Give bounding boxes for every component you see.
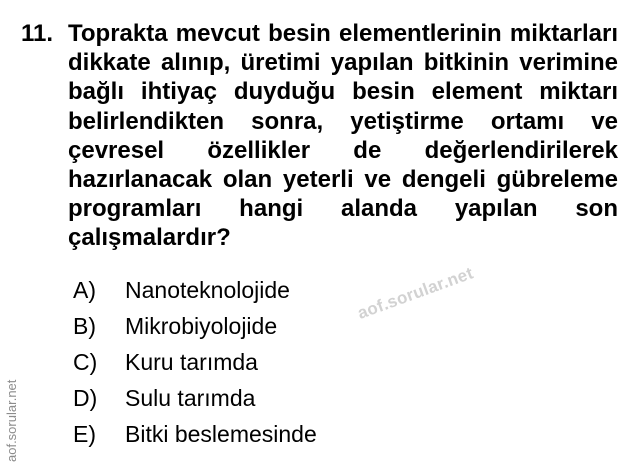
- option-text: Nanoteknolojide: [125, 277, 290, 303]
- option-text: Sulu tarımda: [125, 385, 256, 411]
- question-number: 11.: [21, 20, 54, 47]
- option-text: Kuru tarımda: [125, 349, 258, 375]
- option-d[interactable]: [73, 380, 317, 416]
- watermark-center: aof.sorular.net: [355, 263, 476, 323]
- option-letter: A): [73, 277, 96, 303]
- option-letter: D): [73, 385, 98, 411]
- option-text: Bitki beslemesinde: [125, 421, 317, 447]
- question-text: Toprakta mevcut besin elementlerinin miktarları dikkate alınıp, üretimi yapılan bitkinin verimine bağlı ihtiyaç duyduğu besin element miktarı belirlendikten sonra, yetiştirme ortamı ve çevresel özellikler de değerlendirilerek hazırlanacak olan yeterli ve dengeli gübreleme programları hangi alanda yapılan son çalışmalardır?: [68, 20, 618, 252]
- watermark-side: aof.sorular.net: [4, 379, 19, 462]
- option-b[interactable]: [73, 308, 317, 344]
- option-text: Mikrobiyolojide: [125, 313, 278, 339]
- option-letter: E): [73, 421, 96, 447]
- option-letter: B): [73, 313, 96, 339]
- answer-options: [73, 272, 317, 452]
- option-e[interactable]: [73, 416, 317, 452]
- option-a[interactable]: [73, 272, 317, 308]
- option-letter: C): [73, 349, 98, 375]
- option-c[interactable]: [73, 344, 317, 380]
